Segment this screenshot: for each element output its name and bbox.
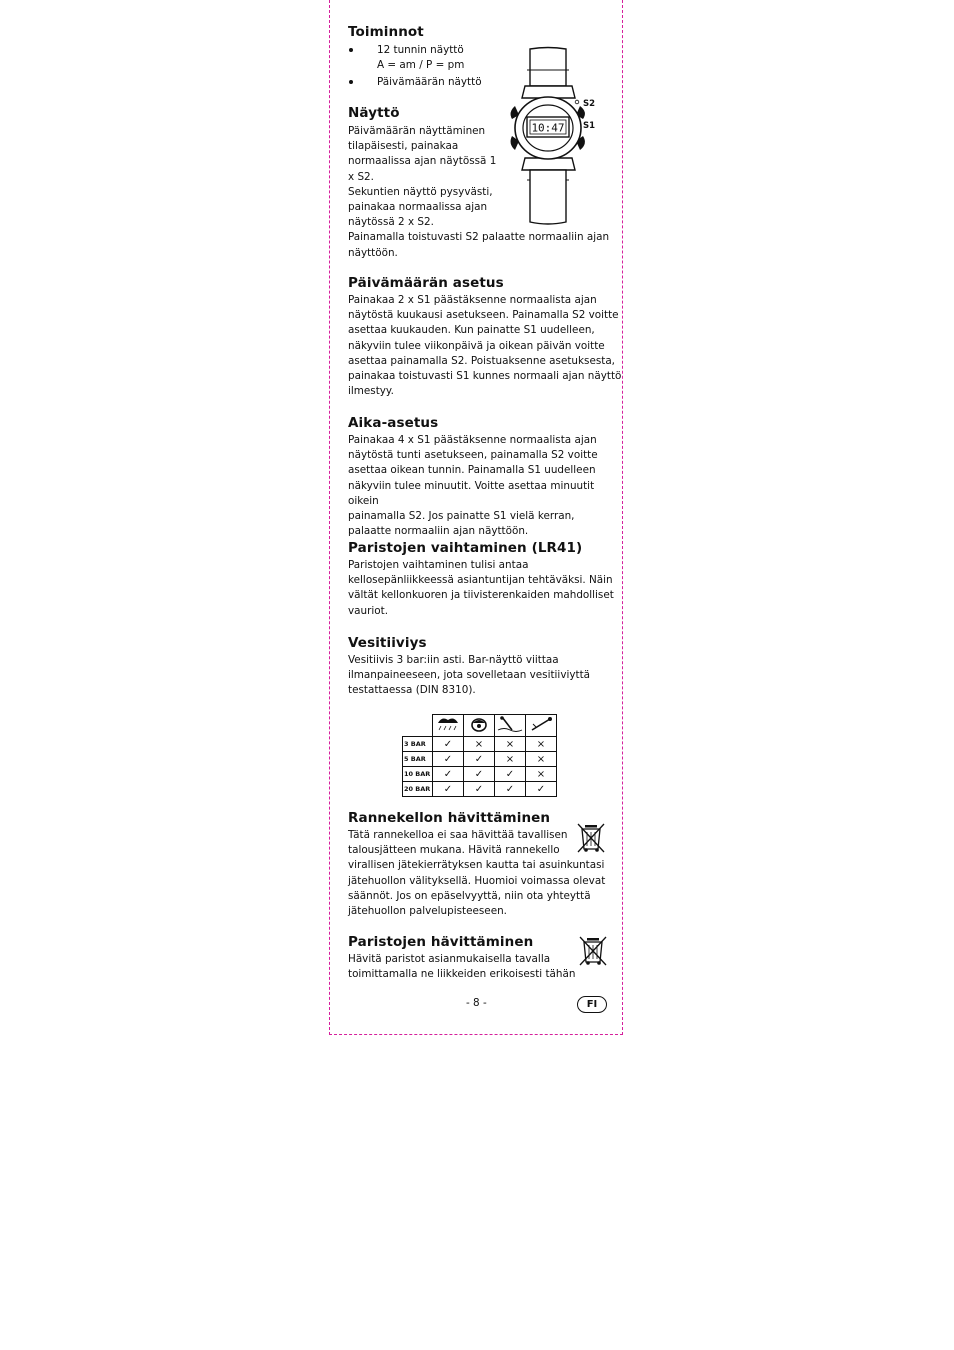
table-row [403, 782, 557, 797]
table-header-row [403, 715, 557, 737]
text-line: jätehuollon välityksellä. Huomioi voimassa olevat [348, 874, 606, 887]
ranne-text [348, 828, 605, 919]
text-line: jätehuollon palvelupisteeseen. [348, 905, 507, 918]
button-label-s2: S2 [583, 99, 596, 109]
watch-display: 10:47 [531, 121, 565, 135]
rain-splash-icon [433, 715, 464, 737]
text-line: näytössä 2 x S2. [348, 216, 434, 229]
text-line: Päivämäärän näyttäminen [348, 125, 486, 137]
table-row-label: 20 BAR [403, 782, 433, 797]
page-number: - 8 - [466, 997, 487, 1009]
section-title-toiminnot: Toiminnot [348, 24, 424, 40]
text-line: vauriot. [348, 604, 388, 617]
text-line: Vesitiivis 3 bar:iin asti. Bar-näyttö viittaa [348, 654, 559, 666]
paristohav-text [348, 952, 575, 982]
bullet [349, 48, 353, 52]
section-title-paristojen-vaihtaminen: Paristojen vaihtaminen (LR41) [348, 540, 583, 556]
section-title-rannekellon-havittaminen: Rannekellon hävittäminen [348, 810, 551, 826]
table-cell: ✓ [464, 782, 495, 797]
text-line: asettaa oikean tunnin. Painamalla S1 uudelleen [348, 464, 596, 477]
table-cell: ✓ [526, 782, 557, 797]
text-line: x S2. [348, 170, 374, 183]
text-line: vältät kellonkuoren ja tiivisterenkaiden mahdolliset [348, 589, 614, 602]
text-line: Painakaa 4 x S1 päästäksenne normaalista ajan [348, 434, 597, 446]
text-line: asettaa kuukauden. Kun painatte S1 uudelleen, [348, 324, 595, 337]
text-line: Tätä rannekelloa ei saa hävittää tavallisen [348, 829, 568, 841]
text-line: säännöt. Jos on epäselvyyttä, niin ota yhteyttä [348, 889, 591, 902]
table-cell: ✓ [433, 782, 464, 797]
text-line: kellosepänliikkeessä asiantuntijan tehtäväksi. Näin [348, 574, 613, 587]
table-cell: ✓ [495, 767, 526, 782]
section-title-naytto: Näyttö [348, 105, 400, 121]
water-resistance-table [402, 714, 557, 797]
text-line: painamalla S2. Jos painatte S1 vielä kerran, [348, 510, 575, 523]
text-line: tilapäisesti, painakaa [348, 140, 459, 153]
table-row-label: 5 BAR [403, 752, 433, 767]
bullet-text: Päivämäärän näyttö [377, 76, 482, 88]
section-title-paristojen-havittaminen: Paristojen hävittäminen [348, 934, 534, 950]
language-badge: FI [577, 996, 607, 1013]
table-cell: ✓ [433, 752, 464, 767]
text-line: näyttöön. [348, 246, 398, 259]
table-cell: × [526, 767, 557, 782]
table-row [403, 752, 557, 767]
text-line: näkyviin tulee minuutit. Voitte asettaa minuutit oikein [348, 479, 595, 507]
text-line: Painakaa 2 x S1 päästäksenne normaalista ajan [348, 294, 597, 306]
text-line: palaatte normaaliin ajan näyttöön. [348, 525, 529, 538]
vesi-text [348, 653, 590, 699]
text-line: näkyviin tulee viikonpäivä ja oikean päivän voitte [348, 339, 605, 352]
bullet-text-continued: A = am / P = pm [377, 59, 465, 71]
paivamaara-text [348, 293, 621, 399]
text-line: asettaa painamalla S2. Poistuaksenne asetuksesta, [348, 354, 615, 367]
swimming-icon [495, 715, 526, 737]
bullet [349, 80, 353, 84]
table-row-label: 10 BAR [403, 767, 433, 782]
table-row-label: 3 BAR [403, 737, 433, 752]
paristot-text [348, 558, 614, 619]
table-cell: ✓ [464, 752, 495, 767]
text-line: virallisen jätekierrätyksen kautta tai asuinkuntasi [348, 859, 605, 872]
text-line: ilmanpaineeseen, jota sovelletaan vesitiiviyttä [348, 669, 591, 682]
table-cell: ✓ [433, 767, 464, 782]
bullet-text: 12 tunnin näyttö [377, 44, 464, 56]
text-line: talousjätteen mukana. Hävitä rannekello [348, 844, 560, 857]
section-title-vesitiiviys: Vesitiiviys [348, 635, 427, 651]
crossed-bin-icon [576, 822, 606, 854]
hand-washing-icon [464, 715, 495, 737]
text-line: näytöstä tunti asetukseen, painamalla S2 voitte [348, 449, 598, 462]
manual-page [329, 0, 623, 1035]
table-cell: × [526, 752, 557, 767]
text-line: Paristojen vaihtaminen tulisi antaa [348, 559, 529, 571]
table-cell: ✓ [433, 737, 464, 752]
table-cell: × [495, 737, 526, 752]
button-label-s1: S1 [583, 121, 596, 131]
diving-icon [526, 715, 557, 737]
text-line: testattaessa (DIN 8310). [348, 684, 476, 697]
table-cell: × [464, 737, 495, 752]
table-cell: × [526, 737, 557, 752]
table-corner [403, 715, 433, 737]
crossed-bin-icon [578, 935, 608, 967]
text-line: ilmestyy. [348, 385, 394, 398]
section-title-aika-asetus: Aika-asetus [348, 415, 439, 431]
table-cell: ✓ [464, 767, 495, 782]
table-cell: × [495, 752, 526, 767]
text-line: normaalissa ajan näytössä 1 [348, 155, 497, 168]
text-line: painakaa normaalissa ajan [348, 201, 488, 214]
text-line: toimittamalla ne liikkeiden erikoisesti tähän [348, 968, 576, 981]
aika-text [348, 433, 622, 539]
table-row [403, 737, 557, 752]
text-line: Painamalla toistuvasti S2 palaatte normaaliin ajan [348, 231, 610, 244]
naytto-text [348, 121, 610, 261]
text-line: Hävitä paristot asianmukaisella tavalla [348, 953, 551, 965]
text-line: painakaa toistuvasti S1 kunnes normaali ajan näyttö [348, 370, 622, 383]
table-cell: ✓ [495, 782, 526, 797]
text-line: näytöstä kuukausi asetukseen. Painamalla S2 voitte [348, 309, 619, 322]
table-row [403, 767, 557, 782]
section-title-paivamaaran-asetus: Päivämäärän asetus [348, 275, 504, 291]
text-line: Sekuntien näyttö pysyvästi, [348, 185, 493, 198]
